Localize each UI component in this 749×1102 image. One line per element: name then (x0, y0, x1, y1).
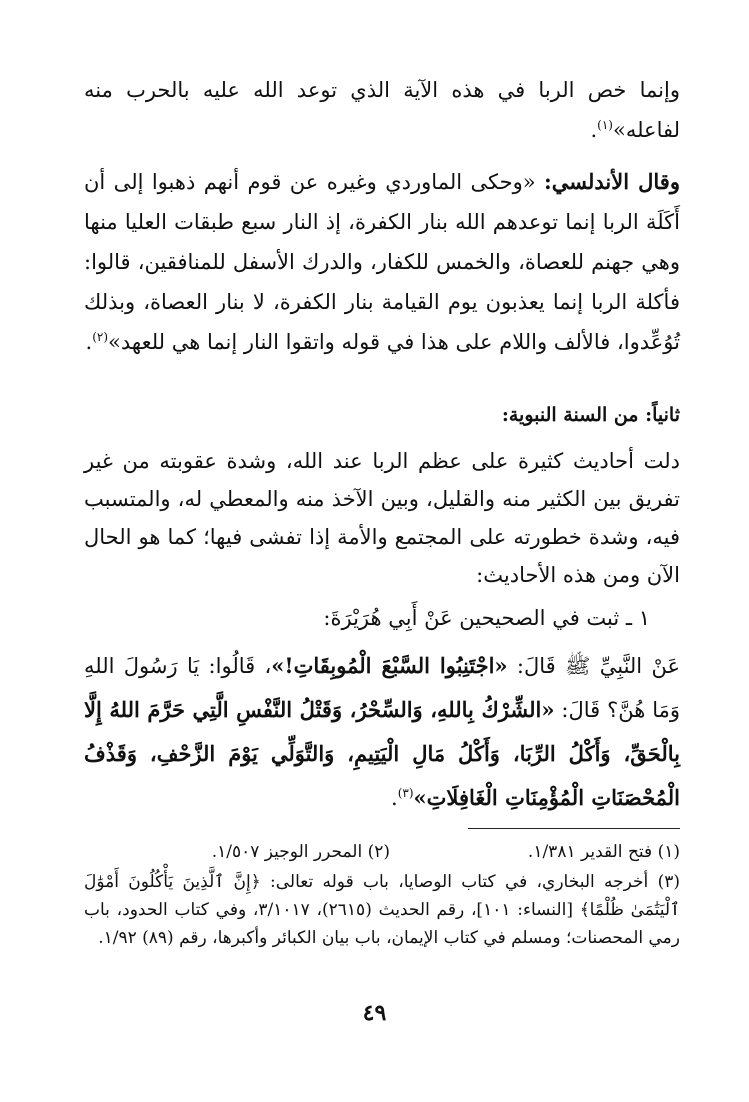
period: . (85, 330, 93, 354)
hadith-part: عَنْ النَّبِيِّ ﷺ قَالَ: (507, 654, 680, 678)
period: . (391, 786, 398, 810)
hadith-source-line: ١ ـ ثبت في الصحيحين عَنْ أَبِي هُرَيْرَةَ: (323, 606, 650, 630)
hadith-part: ، قَالُوا: يَا رَسُولَ اللهِ وَمَا هُنَّ؟ قَالَ: (84, 654, 681, 722)
footnote-divider (468, 828, 680, 829)
hadith-text (84, 644, 680, 820)
footnote-ref-1: (١) (597, 118, 613, 132)
hadith-bold-part: «اجْتَنِبُوا السَّبْعَ الْمُوبِقَاتِ!» (271, 653, 508, 678)
section-heading: ثانياً: من السنة النبوية: (501, 404, 680, 426)
hadith-bold-part: «الشِّرْكُ بِاللهِ، وَالسِّحْرُ، وَقَتْلُ النَّفْسِ الَّتِي حَرَّمَ اللهُ إِلَّا بِالْحَقِّ، وَأَكْلُ الرِّبَا، وَأَكْلُ مَالِ الْيَتِيمِ، وَالتَّوَلِّي يَوْمَ الزَّحْفِ، وَقَذْفُ الْمُحْصَنَاتِ الْمُؤْمِنَاتِ الْغَافِلَاتِ» (84, 697, 680, 810)
footnote-3: (٣) أخرجه البخاري، في كتاب الوصايا، باب قوله تعالى: ﴿إِنَّ ٱلَّذِينَ يَأْكُلُونَ أَمْوَٰلَ ٱلْيَتَٰمَىٰ ظُلْمًا﴾ [النساء: ١٠١]، رقم الحديث (٢٦١٥)، ٣/١٠١٧، وفي كتاب الحدود، باب رمي المحصنات؛ ومسلم في كتاب الإيمان، باب بيان الكبائر وأكبرها، رقم (٨٩) ١/٩٢. (84, 872, 680, 948)
page-number: ٤٩ (362, 1000, 387, 1026)
footnotes-row (84, 838, 680, 866)
period: . (590, 118, 598, 142)
paragraph-andalusi-quote (84, 162, 680, 362)
author-lead: وقال الأندلسي: (544, 169, 680, 194)
footnote-ref-2: (٢) (92, 330, 109, 344)
footnote-ref-3: (٣) (397, 786, 414, 800)
quote-text: «وحكى الماوردي وغيره عن قوم أنهم ذهبوا إلى أن أَكَلَة الربا إنما توعدهم الله بنار الكفرة، إذ النار سبع طبقات العليا منها وهي جهنم للعصاة، والخمس للكفار، والدرك الأسفل للمنافقين، قالوا: فأكلة الربا إنما يعذبون يوم القيامة بنار الكفرة، لا بنار العصاة، وبذلك تُوُعِّدوا، فالألف واللام على هذا في قوله واتقوا النار إنما هي للعهد» (84, 170, 680, 354)
paragraph-riba-verse (84, 70, 680, 150)
paragraph-hadith-intro: دلت أحاديث كثيرة على عظم الربا عند الله، وشدة عقوبته من غير تفريق بين الكثير منه والقليل، وبين الآخذ منه والمعطي له، والمتسبب فيه، وشدة خطورته على المجتمع والأمة إذا تفشى فيها؛ كما هو الحال الآن ومن هذه الأحاديث: (84, 449, 680, 587)
footnote-1: (١) فتح القدير ١/٣٨١. (527, 842, 680, 862)
paragraph-text: وإنما خص الربا في هذه الآية الذي توعد الله عليه بالحرب منه لفاعله» (84, 78, 680, 142)
footnote-2: (٢) المحرر الوجيز ١/٥٠٧. (211, 842, 390, 862)
